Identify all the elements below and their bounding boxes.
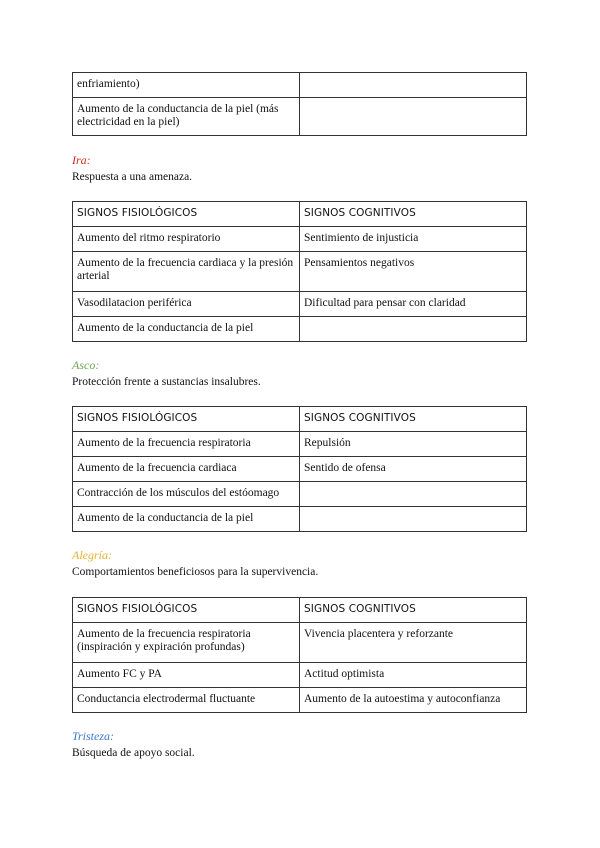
table-cell — [300, 73, 527, 98]
table-cell: Aumento FC y PA — [73, 663, 300, 688]
table-cell: Sentido de ofensa — [300, 457, 527, 482]
ira-table — [72, 201, 527, 342]
table-row — [73, 507, 527, 532]
table-cell: Aumento del ritmo respiratorio — [73, 227, 300, 252]
table-row — [73, 663, 527, 688]
table-header-row — [73, 407, 527, 432]
alegria-table — [72, 597, 527, 713]
table-cell: enfriamiento) — [73, 73, 300, 98]
section-heading-tristeza: Tristeza: — [72, 729, 115, 743]
header-cell: SIGNOS FISIOLÓGICOS — [73, 407, 300, 432]
table-row — [73, 317, 527, 342]
section-description-tristeza: Búsqueda de apoyo social. — [72, 747, 195, 759]
section-description-alegria: Comportamientos beneficiosos para la supervivencia. — [72, 566, 319, 578]
table-row — [73, 457, 527, 482]
table-cell: Repulsión — [300, 432, 527, 457]
table-cell — [300, 482, 527, 507]
table-row — [73, 73, 527, 98]
section-heading-ira: Ira: — [72, 153, 91, 167]
header-cell: SIGNOS COGNITIVOS — [300, 598, 527, 623]
table-row — [73, 227, 527, 252]
asco-table — [72, 406, 527, 532]
table-cell: Contracción de los músculos del estóomago — [73, 482, 300, 507]
table-row — [73, 98, 527, 136]
table-cell: Dificultad para pensar con claridad — [300, 292, 527, 317]
table-cell: Pensamientos negativos — [300, 252, 527, 292]
table-cell: Aumento de la frecuencia cardiaca — [73, 457, 300, 482]
table-cell: Aumento de la conductancia de la piel (más electricidad en la piel) — [73, 98, 300, 136]
table-row — [73, 432, 527, 457]
section-description-ira: Respuesta a una amenaza. — [72, 171, 193, 183]
table-cell: Aumento de la frecuencia respiratoria (inspiración y expiración profundas) — [73, 623, 300, 663]
table-cell: Sentimiento de injusticia — [300, 227, 527, 252]
table-cell: Aumento de la conductancia de la piel — [73, 317, 300, 342]
table-header-row — [73, 598, 527, 623]
section-description-asco: Protección frente a sustancias insalubres. — [72, 376, 261, 388]
table-cell: Actitud optimista — [300, 663, 527, 688]
table-cell: Vivencia placentera y reforzante — [300, 623, 527, 663]
header-cell: SIGNOS COGNITIVOS — [300, 407, 527, 432]
table-cell: Aumento de la frecuencia respiratoria — [73, 432, 300, 457]
table-cell — [300, 317, 527, 342]
header-cell: SIGNOS COGNITIVOS — [300, 202, 527, 227]
table-header-row — [73, 202, 527, 227]
table-row — [73, 252, 527, 292]
table-cell — [300, 507, 527, 532]
table-row — [73, 688, 527, 713]
table-cell — [300, 98, 527, 136]
table-row — [73, 623, 527, 663]
table-cell: Aumento de la conductancia de la piel — [73, 507, 300, 532]
table-row — [73, 292, 527, 317]
header-cell: SIGNOS FISIOLÓGICOS — [73, 202, 300, 227]
table-row — [73, 482, 527, 507]
table-cell: Aumento de la autoestima y autoconfianza — [300, 688, 527, 713]
table-cell: Aumento de la frecuencia cardiaca y la presión arterial — [73, 252, 300, 292]
continuation-table — [72, 72, 527, 136]
header-cell: SIGNOS FISIOLÓGICOS — [73, 598, 300, 623]
table-cell: Vasodilatacion periférica — [73, 292, 300, 317]
table-cell: Conductancia electrodermal fluctuante — [73, 688, 300, 713]
section-heading-asco: Asco: — [72, 358, 100, 372]
section-heading-alegria: Alegría: — [72, 548, 112, 562]
